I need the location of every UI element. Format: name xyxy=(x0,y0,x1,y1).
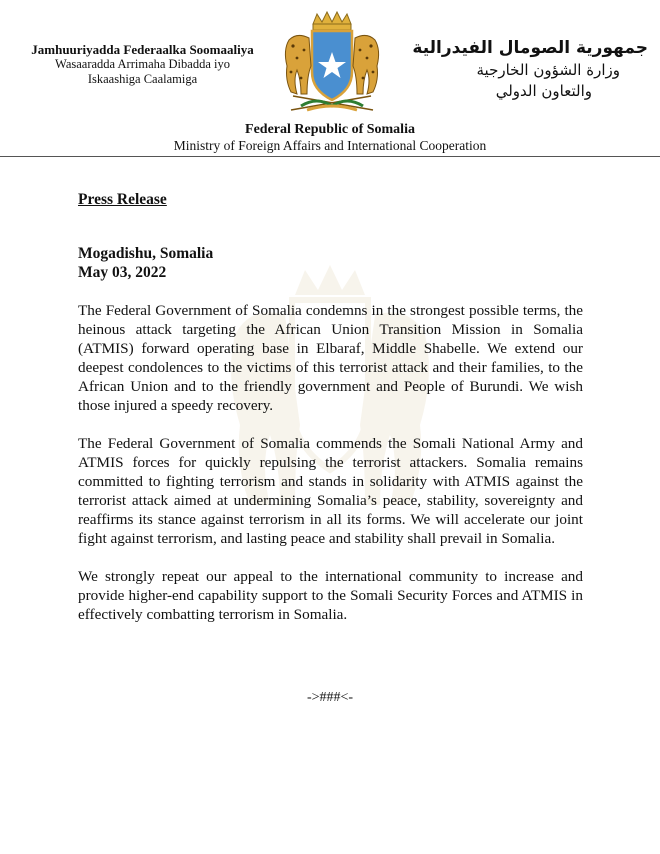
dateline-location: Mogadishu, Somalia xyxy=(78,245,214,262)
letterhead-somali-line-3: Iskaashiga Caalamiga xyxy=(87,72,198,86)
paragraph-2: The Federal Government of Somalia commends the Somali National Army and ATMIS forces for quickly repulsing the terrorist attackers. Somalia remains committed to fighting terrorism and stands in solidarity with ATMIS against the terrorist attack aimed at undermining Somalia’s peace, stability, sovereignty and reaffirms its stance against terrorism in all its forms. We will accelerate our joint fight against terrorism, and lasting peace and stability shall prevail in Somalia. xyxy=(78,435,583,547)
letterhead-somali-line-1: Jamhuuriyadda Federaalka Soomaaliya xyxy=(31,42,254,57)
header-divider xyxy=(0,156,660,157)
paragraph-3: We strongly repeat our appeal to the international community to increase and provide higher-end capability support to the Somali Security Forces and ATMIS in effectively combatting terrorism in Somalia. xyxy=(78,568,583,623)
press-release-heading: Press Release xyxy=(78,191,167,208)
letterhead-arabic-line-3: والتعاون الدولي xyxy=(495,82,592,100)
coat-of-arms-emblem xyxy=(271,10,393,120)
letterhead-somali xyxy=(10,42,275,87)
letterhead-arabic xyxy=(388,36,648,102)
dateline xyxy=(78,244,583,282)
letterhead-english-subtitle: Ministry of Foreign Affairs and International Cooperation xyxy=(173,138,487,153)
crown-icon xyxy=(313,12,351,30)
letterhead-arabic-line-2: وزارة الشؤون الخارجية xyxy=(476,61,620,79)
dateline-date: May 03, 2022 xyxy=(78,264,167,281)
letterhead-english xyxy=(0,121,660,154)
press-release-body xyxy=(78,190,583,643)
end-mark: ->###<- xyxy=(306,690,354,705)
letterhead xyxy=(0,0,660,160)
letterhead-english-title: Federal Republic of Somalia xyxy=(245,122,415,137)
shield-icon xyxy=(312,31,352,100)
right-leopard-icon xyxy=(353,35,379,94)
left-leopard-icon xyxy=(285,35,311,94)
letterhead-somali-line-2: Wasaaradda Arrimaha Dibadda iyo xyxy=(55,57,230,71)
paragraph-1: The Federal Government of Somalia condemns in the strongest possible terms, the heinous attack targeting the African Union Transition Mission in Somalia (ATMIS) forward operating base in Elbaraf, Middle Shabelle. We extend our deepest condolences to the victims of this terrorist attack and their families, to the African Union and to the friendly government and People of Burundi. We wish those injured a speedy recovery. xyxy=(78,302,583,414)
letterhead-arabic-line-1: جمهورية الصومال الفيدرالية xyxy=(412,38,648,58)
